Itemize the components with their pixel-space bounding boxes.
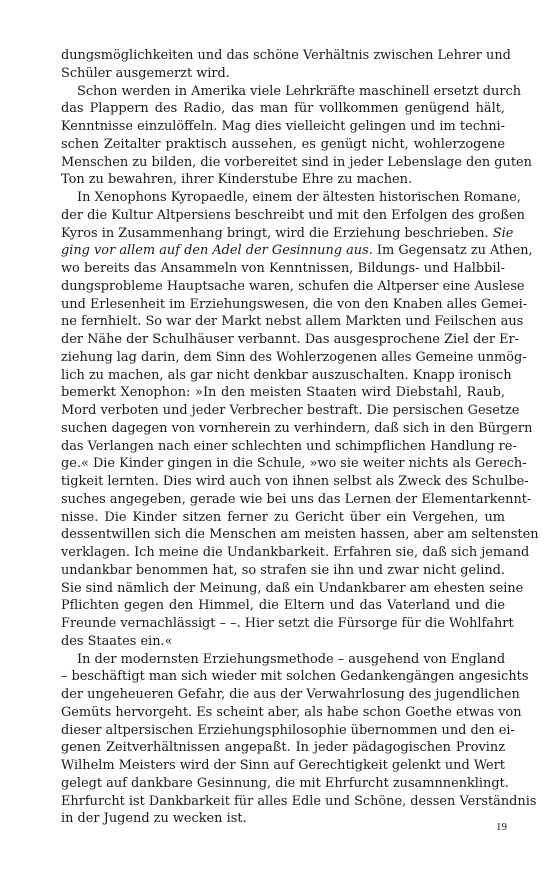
text-line: der die Kultur Altpersiens beschreibt und mit den Erfolgen des großen: [61, 207, 525, 223]
text-line: suchen dagegen von vornherein zu verhindern, daß sich in den Bürgern: [61, 420, 533, 436]
text-line: Menschen zu bilden, die vorbereitet sind in jeder Lebenslage den guten: [61, 154, 532, 170]
text-line: Schon werden in Amerika viele Lehrkräfte maschinell ersetzt durch: [77, 83, 522, 99]
text-line: der Nähe der Schulhäuser verbannt. Das ausgesprochene Ziel der Er-: [61, 332, 520, 347]
paragraph-1: [61, 47, 511, 83]
text-line: Sie sind nämlich der Meinung, daß ein Undankbarer am ehesten seine: [61, 580, 524, 596]
text-line: Freunde vernachlässigt – –. Hier setzt die Fürsorge für die Wohlfahrt: [61, 616, 514, 631]
text-line: Gemüts hervorgeht. Es scheint aber, als habe schon Goethe etwas von: [61, 704, 522, 720]
text-line: undankbar benommen hat, so strafen sie ihn und zwar nicht gelind.: [61, 562, 505, 578]
text-line: ne fernhielt. So war der Markt nebst allem Markten und Feilschen aus: [61, 314, 524, 330]
text-line: Ehrfurcht ist Dankbarkeit für alles Edle und Schöne, dessen Verständnis: [61, 793, 537, 809]
text-line: schen Zeitalter praktisch aussehen, es genügt nicht, wohlerzogene: [61, 136, 505, 152]
text-line: Wilhelm Meisters wird der Sinn auf Gerechtigkeit gelenkt und Wert: [61, 758, 505, 773]
text-line: in der Jugend zu wecken ist.: [61, 811, 247, 827]
text-line: verklagen. Ich meine die Undankbarkeit. Erfahren sie, daß sich jemand: [61, 545, 530, 560]
text-line: Mord verboten und jeder Verbrecher bestraft. Die persischen Gesetze: [61, 403, 520, 418]
text-line: ge.« Die Kinder gingen in die Schule, »wo sie weiter nichts als Gerech-: [61, 456, 527, 472]
text-line: dessentwillen sich die Menschen am meisten hassen, aber am seltensten: [61, 527, 539, 543]
text-line: nisse. Die Kinder sitzen ferner zu Gericht über ein Vergehen, um: [61, 509, 505, 525]
text-line: tigkeit lernten. Dies wird auch von ihnen selbst als Zweck des Schulbe-: [61, 474, 529, 489]
text-line: ziehung lag darin, dem Sinn des Wohlerzogenen alles Gemeine unmög-: [61, 349, 527, 365]
emphasis-text: Sie: [492, 225, 514, 241]
text-line: der ungeheueren Gefahr, die aus der Verwahrlosung des jugendlichen: [61, 687, 520, 702]
text-line: Kenntnisse einzulöffeln. Mag dies vielleicht gelingen und im techni-: [61, 119, 505, 134]
paragraph-3: [61, 189, 539, 651]
text-line-with-italic: Kyros in Zusammenhang bringt, wird die Erziehung beschrieben. Sie: [61, 225, 514, 241]
text-line: dieser altpersischen Erziehungsphilosophie übernommen und den ei-: [61, 722, 515, 738]
text-line: suches angegeben, gerade wie bei uns das Lernen der Elementarkennt-: [61, 491, 532, 507]
text-line: lich zu machen, als gar nicht denkbar auszuschalten. Knapp ironisch: [61, 367, 512, 383]
text-line: wo bereits das Ansammeln von Kenntnissen, Bildungs- und Halbbil-: [61, 261, 505, 276]
text-line: In Xenophons Kyropaedle, einem der ältesten historischen Romane,: [77, 190, 521, 205]
text-line: – beschäftigt man sich wieder mit solchen Gedankengängen angesichts: [61, 669, 529, 685]
paragraph-2: [61, 83, 532, 190]
emphasis-text: ging vor allem auf den Adel der Gesinnung aus.: [61, 243, 373, 259]
text-line-with-italic: ging vor allem auf den Adel der Gesinnung aus. Im Gegensatz zu Athen,: [61, 243, 533, 259]
text-line: Ton zu bewahren, ihrer Kinderstube Ehre zu machen.: [61, 172, 413, 188]
text-line: Schüler ausgemerzt wird.: [61, 65, 230, 81]
text-line: des Staates ein.«: [61, 633, 173, 649]
text-line: gelegt auf dankbare Gesinnung, die mit Ehrfurcht zusamnnenklingt.: [61, 775, 509, 791]
text-line: das Verlangen nach einer schlechten und schimpflichen Handlung re-: [61, 438, 517, 454]
page-number: 19: [496, 821, 507, 833]
text-line: genen Zeitverhältnissen angepaßt. In jeder pädagogischen Provinz: [61, 740, 505, 756]
text-line: dungsmöglichkeiten und das schöne Verhältnis zwischen Lehrer und: [61, 48, 511, 63]
text-line: bemerkt Xenophon: »In den meisten Staaten wird Diebstahl, Raub,: [61, 385, 505, 401]
text-line: In der modernsten Erziehungsmethode – ausgehend von England: [77, 651, 506, 667]
text-line: und Erlesenheit im Erziehungswesen, die von den Knaben alles Gemei-: [61, 296, 528, 312]
text-line: das Plappern des Radio, das man für vollkommen genügend hält,: [61, 101, 505, 117]
paragraph-4: [61, 651, 537, 829]
text-line: dungsprobleme Hauptsache waren, schufen die Altperser eine Auslese: [61, 278, 525, 294]
text-line: Pflichten gegen den Himmel, die Eltern und das Vaterland und die: [61, 598, 505, 614]
